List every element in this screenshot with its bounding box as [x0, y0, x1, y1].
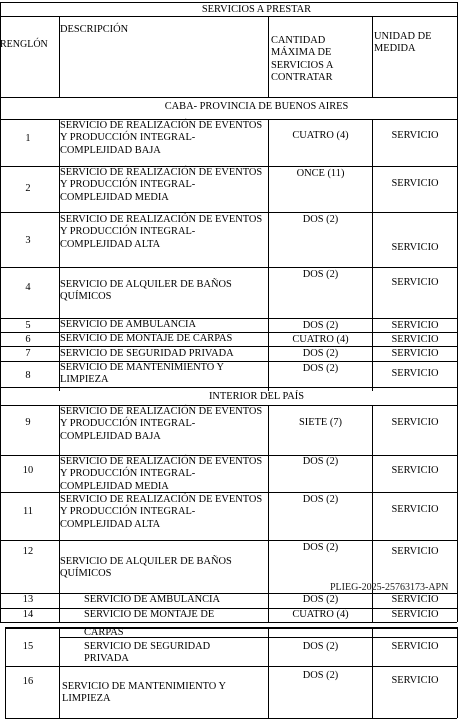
- row-renglon: 11: [22, 506, 33, 517]
- row-renglon: 9: [25, 417, 31, 428]
- row-cantidad: DOS (2): [302, 363, 339, 374]
- row-descripcion: SERVICIO DE MONTAJE DE CARPAS: [60, 333, 233, 344]
- row-renglon: 1: [25, 133, 31, 144]
- row-unidad: SERVICIO: [391, 609, 439, 620]
- row-unidad: SERVICIO: [391, 465, 439, 476]
- row-renglon: 13: [22, 594, 34, 605]
- row-cantidad: CUATRO (4): [292, 130, 349, 141]
- row-unidad: SERVICIO: [391, 348, 439, 359]
- header-descripcion: DESCRIPCIÓN: [60, 24, 129, 35]
- table-border: [0, 622, 457, 623]
- row-unidad: SERVICIO: [391, 368, 439, 379]
- row-renglon: 4: [25, 282, 31, 293]
- row-unidad: SERVICIO: [391, 178, 439, 189]
- document-stamp: PLIEG-2025-25763173-APN: [330, 582, 449, 593]
- table-border: [0, 2, 1, 622]
- table-border: [0, 387, 457, 388]
- row-renglon: 5: [25, 320, 31, 331]
- row-descripcion: SERVICIO DE AMBULANCIA: [60, 319, 196, 330]
- row-renglon: 15: [22, 641, 34, 652]
- row-cantidad: DOS (2): [302, 594, 339, 605]
- table-border: [0, 267, 457, 268]
- row-descripcion: SERVICIO DE MANTENIMIENTO Y LIMPIEZA: [60, 362, 224, 386]
- row-descripcion: SERVICIO DE MONTAJE DE: [84, 609, 215, 620]
- row-cantidad: DOS (2): [302, 269, 339, 280]
- row-descripcion: SERVICIO DE REALIZACIÓN DE EVENTOS Y PRODUCCIÓN INTEGRAL- COMPLEJIDAD ALTA: [60, 214, 263, 250]
- row-renglon: 7: [25, 348, 31, 359]
- row-descripcion: SERVICIO DE REALIZACIÓN DE EVENTOS Y PRODUCCIÓN INTEGRAL- COMPLEJIDAD BAJA: [60, 406, 263, 442]
- row-renglon: 3: [25, 235, 31, 246]
- row-cantidad: DOS (2): [302, 494, 339, 505]
- row-descripcion: SERVICIO DE SEGURIDAD PRIVADA: [84, 641, 211, 665]
- table-title: SERVICIOS A PRESTAR: [201, 4, 312, 15]
- row-descripcion: SERVICIO DE ALQUILER DE BAÑOS QUÍMICOS: [60, 279, 232, 303]
- row-descripcion: SERVICIO DE SEGURIDAD PRIVADA: [60, 348, 234, 359]
- table-border: [372, 16, 373, 97]
- row-renglon: 14: [22, 609, 34, 620]
- row-cantidad: DOS (2): [302, 348, 339, 359]
- row-unidad: SERVICIO: [391, 594, 439, 605]
- row-cantidad: DOS (2): [302, 641, 339, 652]
- table-border: [268, 16, 269, 97]
- section-title-interior: INTERIOR DEL PAÍS: [208, 391, 305, 402]
- row-renglon: 10: [22, 465, 34, 476]
- table-border: [0, 2, 457, 3]
- row-renglon: 12: [22, 546, 34, 557]
- row-renglon: 8: [25, 370, 31, 381]
- table-border: [59, 627, 60, 718]
- table-border: [0, 540, 457, 541]
- row-unidad: SERVICIO: [391, 546, 439, 557]
- header-cantidad: CANTIDAD MÁXIMA DE SERVICIOS A CONTRATAR: [271, 35, 333, 83]
- row-cantidad: DOS (2): [302, 542, 339, 553]
- row-descripcion: SERVICIO DE AMBULANCIA: [84, 594, 220, 605]
- table-border: [0, 97, 457, 98]
- row-unidad: SERVICIO: [391, 417, 439, 428]
- row-unidad: SERVICIO: [391, 277, 439, 288]
- row-cantidad: DOS (2): [302, 214, 339, 225]
- table-border: [5, 666, 457, 667]
- row-descripcion-continued: CARPAS: [84, 627, 124, 638]
- row-unidad: SERVICIO: [391, 675, 439, 686]
- row-cantidad: ONCE (11): [296, 168, 345, 179]
- row-cantidad: CUATRO (4): [292, 334, 349, 345]
- row-unidad: SERVICIO: [391, 130, 439, 141]
- row-unidad: SERVICIO: [391, 320, 439, 331]
- row-unidad: SERVICIO: [391, 504, 439, 515]
- row-descripcion: SERVICIO DE REALIZACIÓN DE EVENTOS Y PRODUCCIÓN INTEGRAL- COMPLEJIDAD BAJA: [60, 120, 263, 156]
- row-cantidad: CUATRO (4): [292, 609, 349, 620]
- table-border: [268, 405, 269, 622]
- row-renglon: 2: [25, 183, 31, 194]
- header-renglon: RENGLÓN: [0, 39, 48, 50]
- row-unidad: SERVICIO: [391, 242, 439, 253]
- row-descripcion: SERVICIO DE REALIZACIÓN DE EVENTOS Y PRODUCCIÓN INTEGRAL- COMPLEJIDAD ALTA: [60, 494, 263, 530]
- row-renglon: 16: [22, 676, 34, 687]
- header-unidad: UNIDAD DE MEDIDA: [374, 31, 432, 55]
- row-descripcion: SERVICIO DE REALIZACIÓN DE EVENTOS Y PRODUCCIÓN INTEGRAL- COMPLEJIDAD MEDIA: [60, 167, 263, 203]
- row-cantidad: DOS (2): [302, 456, 339, 467]
- row-unidad: SERVICIO: [391, 641, 439, 652]
- row-descripcion: SERVICIO DE ALQUILER DE BAÑOS QUÍMICOS: [60, 556, 232, 580]
- row-renglon: 6: [25, 334, 31, 345]
- row-unidad: SERVICIO: [391, 334, 439, 345]
- table-border: [0, 212, 457, 213]
- row-cantidad: DOS (2): [302, 670, 339, 681]
- row-descripcion: SERVICIO DE MANTENIMIENTO Y LIMPIEZA: [62, 681, 226, 705]
- row-cantidad: SIETE (7): [299, 417, 342, 428]
- section-title-caba: CABA- PROVINCIA DE BUENOS AIRES: [164, 101, 349, 112]
- row-descripcion: SERVICIO DE REALIZACIÓN DE EVENTOS Y PRODUCCIÓN INTEGRAL- COMPLEJIDAD MEDIA: [60, 456, 263, 492]
- row-cantidad: DOS (2): [302, 320, 339, 331]
- table-border: [5, 718, 457, 719]
